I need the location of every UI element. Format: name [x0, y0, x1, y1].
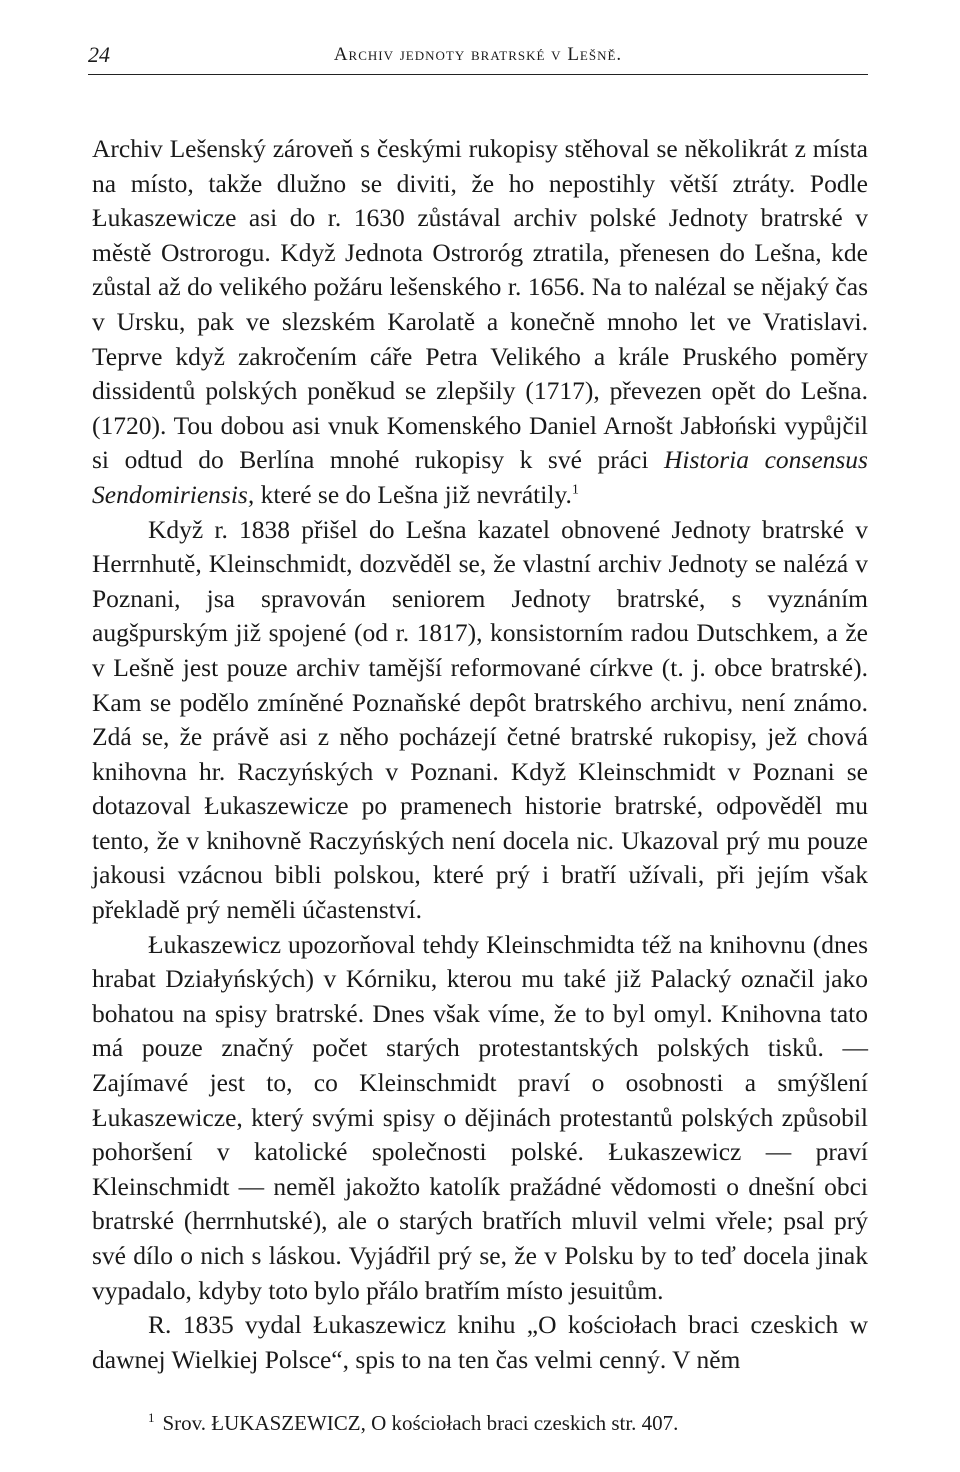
paragraph-2: Když r. 1838 přišel do Lešna kazatel obnovené Jednoty bratrské v Herrnhutě, Kleinschmidt, dozvěděl se, že vlastní archiv Jednoty se nalézá v Poznani, jsa spravován seniorem Jednoty bratrské, s vyznáním augšpurským již spojené (od r. 1817), konsistorním radou Dutschkem, a že v Lešně jest pouze archiv tamější reformované církve (t. j. obce bratrské). Kam se podělo zmíněné Poznaňské depôt bratrského archivu, není známo. Zdá se, že právě asi z něho pocházejí četné bratrské rukopisy, jež chová knihovna hr. Raczyńských v Poznani. Když Kleinschmidt v Poznani se dotazoval Łukaszewicze po pramenech historie bratrské, odpověděl mu tento, že v knihovně Raczyńských není docela nic. Ukazoval prý mu pouze jakousi vzácnou bibli polskou, které prý i bratří užívali, při jejím však překladě prý neměli účastenství.	[92, 514, 868, 925]
page-number: 24	[88, 42, 110, 67]
paragraph-1-text-a: Archiv Lešenský zároveň s českými rukopisy stěhoval se několikrát z místa na místo, takže dlužno se diviti, že ho nepostihly větší ztráty. Podle Łukaszewicze asi do r. 1630 zůstával archiv polské Jednoty bratrské v městě Ostrorogu. Když Jednota Ostroróg ztratila, přenesen do Lešna, kde zůstal až do velikého požáru lešenského r. 1656. Na to nalézal se nějaký čas v Ursku, pak ve slezském Karolatě a konečně mnoho let ve Vratislavi. Teprve když zakročením cáře Petra Velikého a krále Pruského poměry dissidentů polských poněkud se zlepšily (1717), převezen opět do Lešna. (1720). Tou dobou asi vnuk Komenského Daniel Arnošt Jabłoński vypůjčil si odtud do Berlína mnohé rukopisy k své práci	[92, 134, 868, 475]
paragraph-1-text-b: které se do Lešna již nevrátily.	[254, 479, 572, 509]
paragraph-3: Łukaszewicz upozorňoval tehdy Kleinschmidta též na knihovnu (dnes hrabat Działyńských) v Kórniku, kterou mu také již Palacký označil jako bohatou na spisy bratrské. Dnes však víme, že to byl omyl. Knihovna tato má pouze značný počet starých protestantských polských tisků. — Zajímavé jest to, co Kleinschmidt praví o osobnosti a smýšlení Łukaszewicze, který svými spisy o dějinách protestantů polských způsobil pohoršení v katolické společnosti polské. Łukaszewicz — praví Kleinschmidt — neměl jakožto katolík pražádné vědomosti o dnešní obci bratrské (herrnhutské), ale o starých bratřích mluvil velmi vřele; psal prý své dílo o nich s láskou. Vyjádřil prý se, že v Polsku by to teď docela jinak vypadalo, kdyby toto bylo přálo bratřím místo jesuitům.	[92, 929, 868, 1305]
body-text	[92, 132, 868, 1377]
italic-book-title: Historia consensus Sendomiriensis,	[92, 445, 868, 509]
footnote-reference: 1	[571, 482, 579, 498]
page-header	[88, 40, 868, 75]
paragraph-4: R. 1835 vydal Łukaszewicz knihu „O kościołach braci czeskich w dawnej Wielkiej Polsce“, spis to na ten čas velmi cenný. V něm	[92, 1310, 868, 1374]
footnote	[148, 1410, 868, 1436]
running-title: Archiv jednoty bratrské v Lešně.	[333, 44, 623, 65]
paragraph-1	[92, 132, 868, 513]
footnote-mark: 1	[148, 1410, 155, 1425]
footnote-text: Srov. ŁUKASZEWICZ, O kościołach braci czeskich str. 407.	[162, 1411, 679, 1435]
